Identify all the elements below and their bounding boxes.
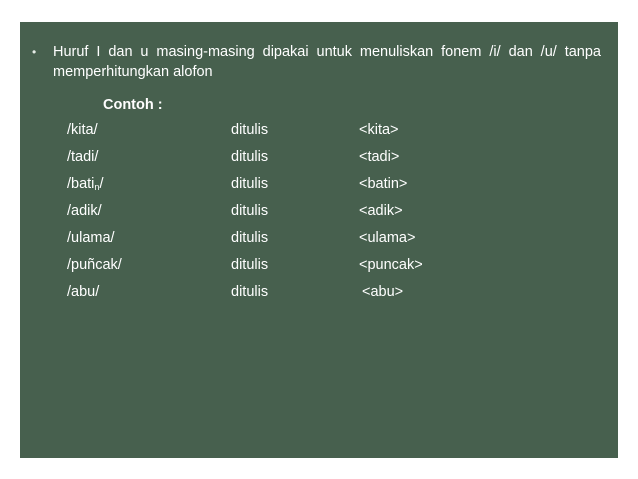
phoneme bbox=[67, 174, 103, 197]
example-row bbox=[20, 120, 618, 140]
phoneme: /tadi/ bbox=[67, 149, 99, 165]
spelling: <puncak> bbox=[359, 257, 423, 273]
bullet-text: Huruf I dan u masing-masing dipakai untuk menuliskan fonem /i/ dan /u/ tanpa memperhitungkan alofon bbox=[53, 44, 601, 80]
verb: ditulis bbox=[231, 203, 269, 219]
spelling: <batin> bbox=[359, 176, 408, 192]
example-row bbox=[20, 201, 618, 221]
phoneme-subscript: n bbox=[94, 182, 100, 192]
phoneme: /kita/ bbox=[67, 122, 98, 138]
spelling: <abu> bbox=[362, 284, 404, 300]
example-row bbox=[20, 228, 618, 248]
spelling: <tadi> bbox=[359, 149, 400, 165]
verb: ditulis bbox=[231, 230, 269, 246]
phoneme-main: /bati bbox=[67, 176, 95, 192]
verb: ditulis bbox=[231, 122, 269, 138]
phoneme-end: / bbox=[99, 176, 104, 192]
bullet-dot-icon: • bbox=[32, 45, 37, 59]
phoneme: /adik/ bbox=[67, 203, 102, 219]
phoneme: /puñcak/ bbox=[67, 257, 122, 273]
example-row bbox=[20, 255, 618, 275]
spelling: <kita> bbox=[359, 122, 399, 138]
verb: ditulis bbox=[231, 176, 269, 192]
example-heading: Contoh : bbox=[103, 97, 163, 113]
verb: ditulis bbox=[231, 257, 269, 273]
example-row bbox=[20, 282, 618, 302]
example-row bbox=[20, 174, 618, 194]
verb: ditulis bbox=[231, 149, 269, 165]
verb: ditulis bbox=[231, 284, 269, 300]
slide bbox=[20, 22, 618, 458]
spelling: <ulama> bbox=[359, 230, 416, 246]
spelling: <adik> bbox=[359, 203, 403, 219]
example-row bbox=[20, 147, 618, 167]
phoneme: /abu/ bbox=[67, 284, 100, 300]
phoneme: /ulama/ bbox=[67, 230, 115, 246]
